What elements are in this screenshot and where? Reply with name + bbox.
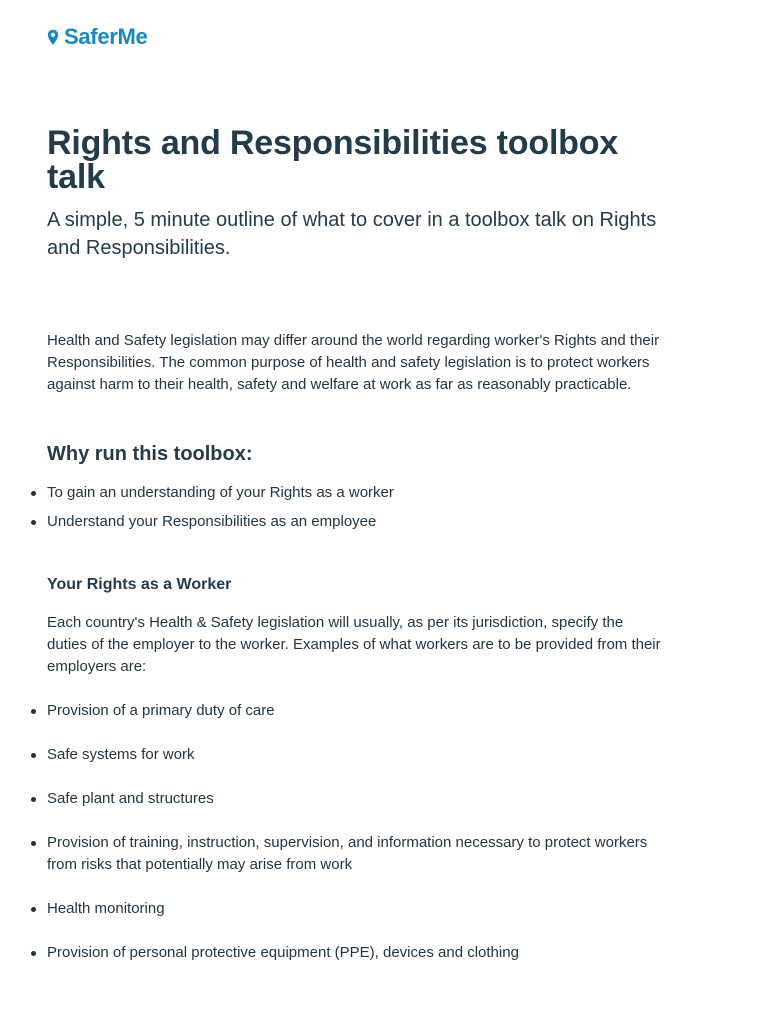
rights-heading: Your Rights as a Worker bbox=[47, 576, 232, 593]
saferme-logo[interactable] bbox=[47, 24, 148, 50]
list-item: Safe systems for work bbox=[47, 744, 667, 766]
intro-paragraph: Health and Safety legislation may differ around the world regarding worker's Rights and their Responsibilities. The common purpose of health and safety legislation is to protect workers against harm to their health, safety and welfare at work as far as reasonably practicable. bbox=[47, 332, 660, 393]
why-heading: Why run this toolbox: bbox=[47, 443, 253, 465]
page-title: Rights and Responsibilities toolbox talk bbox=[47, 124, 619, 196]
list-item: Provision of training, instruction, supervision, and information necessary to protect workers from risks that potentially may arise from work bbox=[47, 832, 667, 876]
page-subtitle: A simple, 5 minute outline of what to cover in a toolbox talk on Rights and Responsibilities. bbox=[47, 209, 657, 259]
list-item: Safe plant and structures bbox=[47, 788, 667, 810]
list-item: Understand your Responsibilities as an employee bbox=[47, 511, 667, 533]
list-item: To gain an understanding of your Rights as a worker bbox=[47, 482, 667, 504]
rights-list bbox=[47, 700, 667, 964]
logo-text: SaferMe bbox=[64, 24, 148, 49]
list-item: Provision of a primary duty of care bbox=[47, 700, 667, 722]
list-item: Health monitoring bbox=[47, 898, 667, 920]
list-item: Provision of personal protective equipment (PPE), devices and clothing bbox=[47, 942, 667, 964]
main-content bbox=[47, 126, 667, 964]
why-list bbox=[47, 482, 667, 533]
rights-intro-paragraph: Each country's Health & Safety legislation will usually, as per its jurisdiction, specify the duties of the employer to the worker. Examples of what workers are to be provided from their employers are: bbox=[47, 614, 661, 675]
location-pin-icon bbox=[47, 29, 59, 46]
